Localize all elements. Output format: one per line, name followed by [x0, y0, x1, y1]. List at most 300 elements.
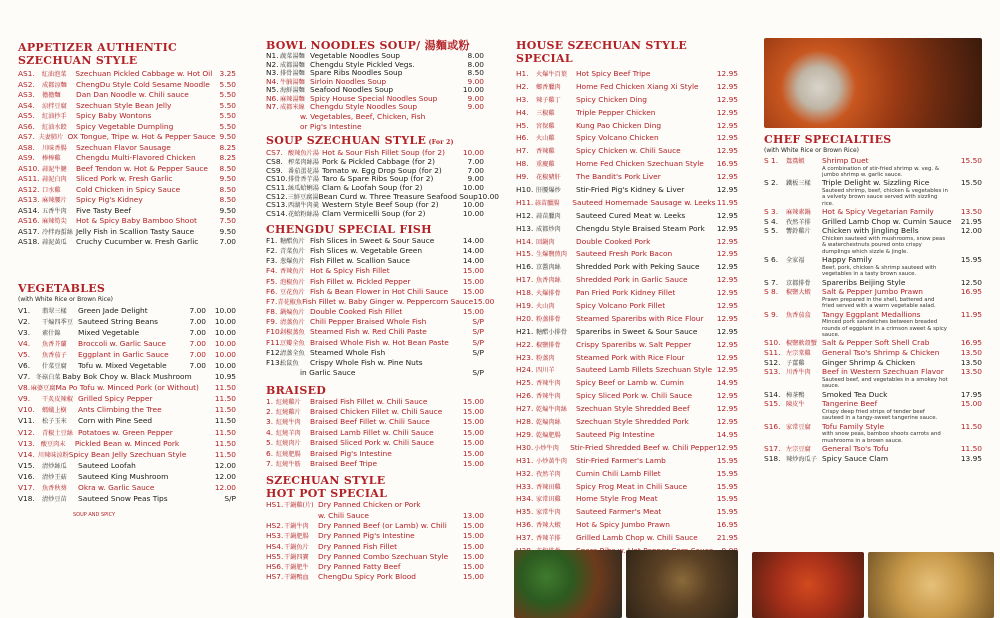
item-price: 11.50	[960, 444, 982, 454]
item-name: Home Style Frog Meat	[576, 494, 658, 504]
item-name: Corn with Pine Seed	[78, 416, 153, 426]
item-chinese-name: 孜然羊排	[786, 218, 811, 226]
bowl-n7-line2: w. Vegetables, Beef, Chicken, Fish	[300, 111, 426, 121]
item-code: V1.	[18, 305, 31, 315]
menu-item	[18, 216, 236, 227]
item-price-large: 11.50	[214, 394, 236, 404]
item-price: 10.00	[462, 209, 484, 219]
item-code: H22.	[516, 339, 534, 349]
item-code: S 1.	[764, 156, 779, 165]
menu-item	[764, 399, 982, 409]
item-name: Stir-Fried Pig's Kidney & Liver	[576, 185, 685, 195]
column-4	[764, 0, 982, 463]
item-chinese-name: 火山肉	[536, 303, 555, 311]
menu-item	[18, 382, 236, 393]
house-title: HOUSE SZECHUAN STYLE SPECIAL	[516, 39, 688, 65]
item-chinese-name: 口水雞	[42, 186, 61, 194]
menu-item	[516, 339, 738, 352]
item-code: H24.	[516, 365, 534, 375]
item-code: H15.	[516, 249, 534, 259]
menu-item	[18, 482, 236, 493]
item-price: 8.50	[219, 195, 236, 204]
menu-item	[516, 313, 738, 326]
chef-list	[764, 156, 982, 463]
menu-item	[18, 132, 236, 143]
item-name: Braised Whole Fish w. Hot Bean Paste	[310, 337, 449, 347]
item-price: 12.95	[716, 120, 738, 130]
item-price: 15.95	[716, 481, 738, 491]
menu-item	[764, 422, 982, 432]
item-code: AS13.	[18, 195, 40, 204]
item-price: 21.95	[716, 533, 738, 543]
item-price: 12.50	[960, 277, 982, 287]
item-chinese-name: 香辣牛肉	[536, 393, 561, 401]
item-chinese-name: 鄉香臘肉	[536, 83, 561, 91]
item-name: Baby Bok Choy w. Black Mushroom	[62, 372, 192, 382]
item-name: Spicy Chicken Ding	[576, 94, 647, 104]
item-name: Okra w. Garlic Sauce	[78, 483, 155, 492]
item-chinese-name: 冬菇白菜	[35, 374, 61, 382]
item-name: Fish Fillet w. Pickled Pepper	[310, 276, 411, 286]
appetizer-title: APPETIZER AUTHENTIC	[18, 41, 178, 54]
item-price: 10.00	[462, 183, 484, 193]
item-code: H12.	[516, 210, 534, 220]
item-name: Pork & Pickled Cabbage (for 2)	[322, 156, 435, 166]
item-code: HS3.	[266, 531, 284, 541]
item-chinese-name: 蒜泥牛腱	[42, 165, 67, 173]
item-code: H3.	[516, 94, 529, 104]
item-code: AS8.	[18, 142, 35, 152]
item-code: AS14.	[18, 205, 40, 215]
item-price: 13.50	[960, 348, 982, 358]
item-code: H13.	[516, 223, 534, 233]
item-name: Braised Sliced Pork w. Chili Sauce	[310, 438, 434, 448]
item-description: Crispy deep fried strips of tender beef sauteed in a tangy-sweet tangerine sauce.	[822, 408, 938, 422]
item-chinese-name: 青菜魚片	[280, 247, 305, 255]
item-name: Grilled Lamb Chop w. Chili Sauce	[576, 533, 698, 543]
item-price: 15.00	[462, 551, 484, 561]
item-name: Braised Pig's Intestine	[310, 448, 392, 458]
item-price: 15.00	[462, 458, 484, 468]
item-name: Eggplant in Garlic Sauce	[78, 349, 169, 359]
appetizer-list	[18, 69, 236, 248]
item-name: Spicy Sauce Clam	[822, 453, 889, 463]
item-chinese-name: 花椒豬肝	[536, 174, 561, 182]
item-chinese-name: 翡翠三樣	[42, 307, 67, 315]
item-code: N6.	[266, 93, 279, 103]
soup-list	[266, 148, 500, 219]
item-chinese-name: 葱爆魚片	[280, 258, 305, 266]
item-code: HS6.	[266, 562, 284, 572]
item-code: F4.	[266, 266, 278, 276]
item-chinese-name: 干鍋雞(片)	[284, 502, 314, 510]
item-price: 12.95	[716, 417, 738, 427]
item-price-large: 12.00	[214, 471, 236, 481]
item-chinese-name: 家常田雞	[536, 496, 561, 504]
item-price-large: 10.95	[214, 372, 236, 382]
item-price: 21.95	[960, 216, 982, 226]
item-code: CS7.	[266, 148, 283, 158]
menu-item	[18, 415, 236, 426]
item-chinese-name: 青花椒魚	[277, 298, 303, 306]
menu-item	[764, 348, 982, 358]
item-price-large: 12.00	[214, 460, 236, 470]
item-price: 16.95	[716, 159, 738, 169]
item-name: The Bandit's Pork Liver	[576, 172, 661, 182]
menu-item	[516, 223, 738, 236]
item-price: 12.95	[716, 339, 738, 349]
menu-item	[764, 367, 982, 377]
menu-item	[18, 349, 236, 360]
item-name: Ma Po Tofu w. Minced Pork (or Without)	[55, 383, 199, 393]
item-name: Szechuan Style Shredded Pork	[576, 417, 689, 427]
item-code: H23.	[516, 352, 534, 362]
menu-item	[516, 171, 738, 184]
menu-item	[516, 145, 738, 158]
menu-item	[764, 390, 982, 400]
menu-item	[516, 197, 738, 210]
item-price-large: 10.00	[214, 360, 236, 370]
item-chinese-name: 清炒王菇	[42, 473, 67, 481]
item-name: Clam Vermicelli Soup (for 2)	[322, 209, 426, 219]
fish-f13-line2: in Garlic Sauce S/P	[300, 368, 484, 378]
item-name: Crispy Spareribs w. Salt Pepper	[576, 339, 692, 349]
item-chinese-name: 豆花魚片	[280, 288, 305, 296]
item-price: 12.95	[716, 288, 738, 298]
item-chinese-name: 清蒸全魚	[280, 349, 305, 357]
item-chinese-name: 辣子雞丁	[536, 96, 561, 104]
item-code: CS14.	[266, 209, 288, 219]
item-chinese-name: 火山雞	[536, 135, 555, 143]
item-name: Sauteed Lamb Fillets Szechuan Style	[576, 365, 713, 375]
item-chinese-name: 排骨湯麵	[280, 70, 305, 77]
menu-item	[266, 572, 484, 582]
vegetables-title: VEGETABLES	[18, 281, 106, 295]
item-price: 10.00	[462, 85, 484, 94]
item-name: Braised Beef Tripe	[310, 458, 378, 468]
item-price: 10.00	[462, 148, 484, 158]
item-chinese-name: 剁椒蒸魚	[280, 329, 305, 337]
item-chinese-name: 小炒黃牛肉	[536, 457, 567, 465]
item-chinese-name: 家常豆腐	[786, 423, 811, 431]
item-chinese-name: 家常牛肉	[536, 509, 561, 517]
appetizer-section	[18, 41, 236, 248]
item-code: V18.	[18, 494, 35, 504]
item-chinese-name: 魚香秋葵	[42, 485, 67, 492]
item-name: Triple Delight w. Sizzling Rice	[822, 178, 930, 188]
item-name: Fish Fillet w. Scallion Sauce	[310, 256, 410, 266]
item-price-small: 7.00	[189, 316, 206, 326]
item-price: 14.00	[462, 245, 484, 255]
item-price: 15.00	[462, 520, 484, 530]
item-chinese-name: 孜然羊肉	[536, 470, 561, 478]
item-code: CS11.	[266, 183, 288, 193]
item-price-large: 10.00	[214, 349, 236, 359]
item-name: Vegetable Noodles Soup	[310, 51, 400, 60]
item-price: 9.50	[219, 132, 237, 141]
food-photo-2	[626, 550, 738, 618]
menu-item	[18, 471, 236, 482]
item-name: Fish Slices in Sweet & Sour Sauce	[310, 235, 435, 245]
item-price: 9.00	[467, 174, 484, 184]
item-code: S15.	[764, 399, 781, 409]
item-name: Spicy Sliced Pork w. Chili Sauce	[576, 391, 692, 401]
item-code: F1.	[266, 235, 278, 245]
item-code: HS4.	[266, 541, 284, 551]
item-chinese-name: 椒鹽排骨	[536, 341, 561, 349]
item-name: Western Style Beef Soup (for 2)	[322, 200, 439, 210]
item-name: Hot & Spicy Baby Bamboo Shoot	[76, 216, 197, 225]
item-price: 7.50	[219, 216, 236, 225]
item-name: Braised Lamb Fillet w. Chili Sauce	[310, 427, 434, 437]
item-name: w. Chili Sauce	[318, 510, 369, 520]
item-chinese-name: 椒鹽軟殼蟹	[786, 340, 817, 348]
item-code: AS2.	[18, 79, 35, 89]
item-code: H6.	[516, 133, 529, 143]
item-price: 14.95	[716, 378, 738, 388]
item-price: 15.95	[716, 507, 738, 517]
chef-title: CHEF SPECIALTIES	[764, 133, 892, 146]
hotpot-title: SZECHUAN STYLE	[266, 474, 386, 488]
menu-item	[764, 310, 982, 320]
item-code: V15.	[18, 460, 35, 470]
item-price: 3.25	[219, 69, 236, 78]
column-3	[516, 0, 738, 558]
item-price: 13.95	[960, 453, 982, 463]
item-code: H36.	[516, 520, 534, 530]
item-price: 15.50	[960, 156, 982, 165]
menu-item	[516, 506, 738, 519]
item-code: F13.	[266, 358, 283, 368]
item-chinese-name: 絲瓜蛤蜊湯	[288, 185, 319, 193]
item-name: Sauteed Fresh Pork Bacon	[576, 249, 673, 259]
item-name: Spicy House Special Noodles Soup	[310, 93, 438, 103]
item-chinese-name: 川香牛肉	[786, 369, 811, 377]
item-name: Seafood Noodles Soup	[310, 85, 394, 94]
item-code: F12.	[266, 347, 283, 357]
item-price: 12.95	[716, 313, 738, 323]
item-chinese-name: 京都排骨	[786, 279, 811, 287]
item-price: 17.95	[960, 389, 982, 399]
item-chinese-name: 響鈴雞片	[786, 228, 811, 236]
item-chinese-name: 麻辣湯麵	[280, 95, 305, 103]
menu-item	[516, 94, 738, 107]
menu-item	[266, 338, 484, 348]
menu-item	[764, 338, 982, 348]
item-name: Braised Beef Fillet w. Chili Sauce	[310, 417, 430, 427]
item-name: Tangerine Beef	[822, 399, 878, 409]
item-code: F5.	[266, 276, 278, 286]
item-price: 7.00	[219, 237, 236, 246]
item-description: Sauteed beef, and vegetables in a smokey hot sauce.	[822, 376, 948, 390]
item-name: Dry Panned Combo Szechuan Style	[318, 551, 449, 561]
menu-item	[18, 164, 236, 175]
item-name: Pan Fried Pork Kidney Fillet	[576, 288, 676, 298]
item-code: F9.	[266, 317, 278, 327]
item-code: HS2.	[266, 520, 284, 530]
item-name: Tofu w. Mixed Vegetable	[78, 360, 167, 370]
item-name: Crispy Whole Fish w. Pine Nuts	[310, 358, 423, 368]
item-code: V12.	[18, 427, 35, 437]
item-code: AS18.	[18, 237, 40, 246]
item-price-large: 10.00	[214, 305, 236, 315]
menu-item	[18, 153, 236, 164]
item-code: S 5.	[764, 226, 779, 236]
chef-section	[764, 133, 982, 463]
item-price: 12.95	[716, 391, 738, 401]
menu-item	[266, 246, 484, 256]
item-chinese-name: 干鍋魚片	[284, 543, 309, 551]
item-chinese-name: 重慶雞	[536, 161, 555, 169]
item-price: 5.50	[219, 121, 236, 131]
item-name: Chengdu Style Braised Steam Pork	[576, 223, 705, 233]
item-description: with snow peas, bamboo shoots carrots and mushrooms in a brown sauce.	[822, 431, 941, 444]
item-chinese-name: 清炒豆苗	[42, 496, 67, 504]
item-price-large: 11.50	[214, 438, 236, 448]
item-price: 16.95	[960, 338, 982, 348]
item-code: H14.	[516, 236, 534, 246]
item-name: Clam & Loofah Soup (for 2)	[322, 183, 423, 193]
item-chinese-name: 紅燒雞片	[276, 398, 301, 406]
item-chinese-name: 椒鹽大蝦	[786, 289, 811, 297]
item-price: 12.95	[716, 404, 738, 414]
item-chinese-name: 鴛鴦蝦	[786, 158, 805, 165]
menu-item	[266, 256, 484, 266]
item-price: 12.95	[716, 236, 738, 246]
item-code: S 9.	[764, 309, 779, 319]
item-price: 8.00	[467, 51, 484, 60]
menu-item	[266, 266, 484, 276]
menu-item	[516, 261, 738, 274]
item-price: 15.00	[960, 399, 982, 409]
item-chinese-name: 小炒牛肉	[534, 444, 559, 452]
item-name: Szechuan Style Bean Jelly	[76, 100, 172, 110]
hotpot-section	[266, 474, 484, 582]
item-chinese-name: 紅燒肥腸	[276, 450, 301, 458]
item-code: H19.	[516, 301, 534, 311]
menu-item	[764, 287, 982, 297]
item-chinese-name: 麻辣筍尖	[42, 218, 67, 225]
item-price-large: 12.00	[214, 483, 236, 492]
column-1	[18, 0, 236, 518]
item-price-small: 7.00	[189, 349, 206, 359]
menu-item	[516, 403, 738, 416]
item-price: 15.00	[462, 562, 484, 572]
item-code: CS9.	[266, 165, 283, 175]
item-code: H35.	[516, 507, 534, 517]
item-chinese-name: 棒棒雞	[42, 155, 61, 162]
item-description: Chicken sauteed with mushrooms, snow peas & waterchestnuts poured onto crispy dumplings which sizzle & jingle.	[822, 236, 946, 255]
item-price: 12.95	[716, 442, 739, 452]
soup-section	[266, 134, 500, 219]
item-code: V17.	[18, 483, 35, 492]
item-code: V14.	[18, 449, 35, 459]
menu-item	[18, 360, 236, 371]
item-code: S14.	[764, 389, 781, 399]
item-code: H10.	[516, 185, 534, 195]
menu-item	[18, 111, 236, 122]
item-chinese-name: 魚香茄子	[42, 351, 67, 359]
item-code: S 2.	[764, 178, 779, 188]
item-name: Fish & Bean Flower in Hot Chili Sauce	[310, 286, 449, 296]
item-price: 12.95	[716, 326, 738, 336]
menu-item	[266, 417, 484, 427]
item-code: V3.	[18, 327, 31, 337]
item-price: 15.95	[960, 255, 982, 265]
bowl-title: BOWL NOODLES SOUP/ 湯麵或粉	[266, 39, 470, 52]
item-chinese-name: 清蒸魚片	[280, 319, 305, 327]
item-price: 15.00	[462, 396, 484, 406]
item-chinese-name: 麻婆豆腐	[30, 385, 56, 393]
item-code: V8.	[18, 383, 31, 393]
item-price: 15.00	[462, 427, 484, 437]
menu-item	[18, 493, 236, 504]
menu-item	[266, 500, 484, 510]
item-code: H18.	[516, 288, 534, 298]
menu-item	[18, 371, 236, 382]
item-name: Smoked Tea Duck	[822, 389, 888, 399]
item-chinese-name: 肝腰爆炒	[536, 187, 561, 195]
menu-item	[516, 158, 738, 171]
house-section	[516, 39, 738, 558]
item-code: 1.	[266, 396, 274, 406]
item-chinese-name: 川辣味涼粉	[37, 451, 69, 459]
item-price: 8.00	[467, 59, 484, 69]
braised-section	[266, 384, 484, 470]
item-name: Home Fed Chicken Szechuan Style	[576, 159, 704, 169]
item-code: V7.	[18, 372, 31, 382]
item-price: 12.95	[716, 146, 738, 156]
menu-item	[516, 532, 738, 545]
item-price: 13.00	[462, 510, 484, 520]
item-price: 14.00	[462, 235, 484, 245]
item-price: 5.50	[219, 100, 236, 110]
menu-item	[18, 195, 236, 206]
item-chinese-name: 魚香肉絲	[536, 277, 561, 285]
item-code: N4.	[266, 76, 279, 86]
item-chinese-name: 成都米線	[280, 104, 305, 111]
item-chinese-name: 香辣大蝦	[536, 522, 561, 530]
item-chinese-name: 麻辣素鍋	[786, 209, 811, 217]
menu-item	[266, 103, 484, 112]
item-name: Beef in Western Szechuan Flavor	[822, 367, 944, 377]
item-chinese-name: 蒜泥白肉	[42, 176, 67, 183]
item-name: Cumin Chili Lamb Fillet	[576, 468, 661, 478]
item-price: 15.50	[960, 178, 982, 188]
item-code: AS4.	[18, 100, 35, 110]
menu-item	[516, 274, 738, 287]
item-price-small: 7.00	[189, 327, 206, 337]
item-chinese-name: 酸辣魚片湯	[288, 150, 319, 158]
item-chinese-name: 紅油水餃	[42, 123, 67, 131]
bowl-list	[266, 52, 484, 112]
item-name: General Tso's Tofu	[822, 444, 889, 454]
item-chinese-name: 全家福	[786, 257, 805, 265]
fish-title: CHENGDU SPECIAL FISH	[266, 222, 432, 236]
item-chinese-name: 紅燒羊肉	[276, 429, 301, 437]
item-price: 8.50	[467, 68, 484, 77]
item-price-large: 10.00	[214, 338, 236, 348]
item-price: 15.00	[462, 541, 484, 551]
item-name: Spicy Chicken w. Chili Sauce	[576, 146, 681, 156]
item-code: CS10.	[266, 174, 288, 184]
menu-item	[18, 460, 236, 471]
item-name: Taro & Spare Ribs Soup (for 2)	[322, 174, 434, 184]
menu-item	[266, 562, 484, 572]
item-code: H11.	[516, 197, 534, 207]
menu-item	[516, 481, 738, 494]
item-name: Shrimp Duet	[822, 156, 869, 165]
